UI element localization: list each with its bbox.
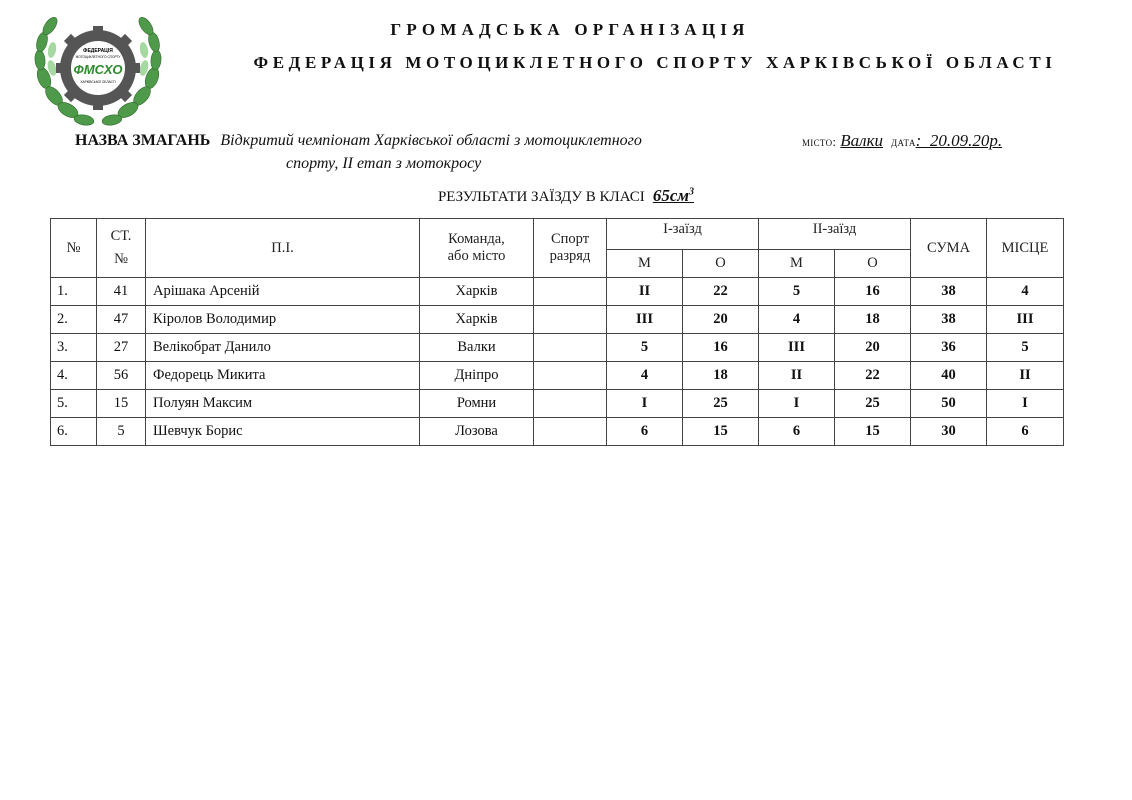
cell-name: Кіролов Володимир	[146, 306, 420, 334]
class-name: 65см	[652, 186, 690, 205]
cell-start: 27	[97, 334, 146, 362]
header-sum: СУМА	[911, 219, 987, 278]
cell-r2-place: II	[759, 362, 835, 390]
cell-rank	[534, 334, 607, 362]
cell-r2-place: 4	[759, 306, 835, 334]
class-value	[653, 186, 694, 205]
cell-no: 5.	[51, 390, 97, 418]
results-table	[50, 218, 1064, 446]
cell-team: Харків	[420, 278, 534, 306]
city-date-row	[802, 131, 1002, 151]
cell-team: Ромни	[420, 390, 534, 418]
cell-rank	[534, 362, 607, 390]
org-title-line2: ФЕДЕРАЦІЯ МОТОЦИКЛЕТНОГО СПОРТУ ХАРКІВСЬКОЇ ОБЛАСТІ	[253, 53, 1057, 72]
results-title: РЕЗУЛЬТАТИ ЗАЇЗДУ В КЛАСІ	[437, 189, 645, 205]
cell-sum: 36	[911, 334, 987, 362]
header-race2-place: М	[759, 250, 835, 278]
header-race1-points: О	[683, 250, 759, 278]
cell-start: 5	[97, 418, 146, 446]
cell-start: 56	[97, 362, 146, 390]
cell-r1-place: III	[607, 306, 683, 334]
table-row	[51, 334, 1064, 362]
cell-place: 4	[987, 278, 1064, 306]
class-superscript: 3	[689, 186, 695, 198]
date-label: дата	[891, 134, 916, 149]
competition-title-line2: спорту, II етап з мотокросу	[286, 155, 482, 172]
header-team-line2: або місто	[447, 248, 506, 264]
cell-r2-points: 22	[835, 362, 911, 390]
results-heading	[0, 186, 1132, 206]
cell-r1-place: 6	[607, 418, 683, 446]
cell-place: III	[987, 306, 1064, 334]
svg-text:ФМСХО: ФМСХО	[73, 62, 123, 77]
cell-rank	[534, 390, 607, 418]
cell-r1-points: 18	[683, 362, 759, 390]
cell-team: Дніпро	[420, 362, 534, 390]
cell-no: 2.	[51, 306, 97, 334]
cell-name: Полуян Максим	[146, 390, 420, 418]
table-row	[51, 390, 1064, 418]
header-start-no-line1: СТ.	[110, 228, 132, 244]
cell-place: II	[987, 362, 1064, 390]
cell-r2-place: III	[759, 334, 835, 362]
cell-r2-place: 6	[759, 418, 835, 446]
cell-sum: 30	[911, 418, 987, 446]
cell-team: Харків	[420, 306, 534, 334]
header-race1-place: М	[607, 250, 683, 278]
cell-r1-place: I	[607, 390, 683, 418]
competition-title-line1: Відкритий чемпіонат Харківської області з мотоциклетного	[220, 132, 642, 149]
svg-text:ХАРКІВСЬКОЇ ОБЛАСТІ: ХАРКІВСЬКОЇ ОБЛАСТІ	[80, 80, 116, 84]
cell-r1-points: 20	[683, 306, 759, 334]
cell-place: 5	[987, 334, 1064, 362]
header-rank-line1: Спорт	[550, 231, 590, 247]
cell-sum: 40	[911, 362, 987, 390]
cell-r2-points: 25	[835, 390, 911, 418]
cell-no: 3.	[51, 334, 97, 362]
federation-logo	[28, 8, 168, 133]
cell-name: Шевчук Борис	[146, 418, 420, 446]
table-row	[51, 278, 1064, 306]
cell-rank	[534, 418, 607, 446]
org-title-line1: ГРОМАДСЬКА ОРГАНІЗАЦІЯ	[390, 20, 750, 39]
cell-rank	[534, 278, 607, 306]
table-row	[51, 306, 1064, 334]
header-start-no	[97, 219, 146, 278]
cell-place: 6	[987, 418, 1064, 446]
cell-team: Лозова	[420, 418, 534, 446]
cell-r2-points: 16	[835, 278, 911, 306]
header-sport-rank	[534, 219, 607, 278]
header-rank-line2: разряд	[549, 248, 591, 264]
svg-text:МОТОЦИКЛЕТНОГО СПОРТУ: МОТОЦИКЛЕТНОГО СПОРТУ	[75, 55, 121, 59]
cell-r1-points: 16	[683, 334, 759, 362]
header-race2-points: О	[835, 250, 911, 278]
date-value: : 20.09.20р.	[915, 131, 1003, 150]
cell-r1-place: 4	[607, 362, 683, 390]
cell-r1-points: 25	[683, 390, 759, 418]
table-row	[51, 418, 1064, 446]
cell-start: 41	[97, 278, 146, 306]
cell-no: 4.	[51, 362, 97, 390]
cell-r1-points: 22	[683, 278, 759, 306]
cell-no: 6.	[51, 418, 97, 446]
cell-r1-points: 15	[683, 418, 759, 446]
cell-r2-place: 5	[759, 278, 835, 306]
header-no: №	[51, 219, 97, 278]
cell-r2-points: 15	[835, 418, 911, 446]
city-value: Валки	[840, 131, 884, 150]
header-start-no-line2: №	[114, 251, 128, 267]
cell-place: I	[987, 390, 1064, 418]
header-race1: І-заїзд	[607, 219, 759, 250]
header-team-line1: Команда,	[448, 231, 505, 247]
header-team	[420, 219, 534, 278]
cell-name: Арішака Арсеній	[146, 278, 420, 306]
cell-start: 15	[97, 390, 146, 418]
cell-sum: 38	[911, 306, 987, 334]
header-race2: ІІ-заїзд	[759, 219, 911, 250]
competition-label: НАЗВА ЗМАГАНЬ	[75, 132, 211, 149]
table-row	[51, 362, 1064, 390]
cell-name: Федорець Микита	[146, 362, 420, 390]
header-name: П.І.	[146, 219, 420, 278]
header-place: МІСЦЕ	[987, 219, 1064, 278]
wreath-gear-emblem-icon	[28, 8, 168, 133]
cell-r2-points: 20	[835, 334, 911, 362]
city-label: місто:	[802, 134, 837, 149]
cell-r1-place: II	[607, 278, 683, 306]
cell-team: Валки	[420, 334, 534, 362]
competition-name-row	[75, 132, 642, 150]
cell-r2-points: 18	[835, 306, 911, 334]
cell-sum: 50	[911, 390, 987, 418]
cell-rank	[534, 306, 607, 334]
cell-r1-place: 5	[607, 334, 683, 362]
cell-name: Велікобрат Данило	[146, 334, 420, 362]
cell-no: 1.	[51, 278, 97, 306]
cell-sum: 38	[911, 278, 987, 306]
cell-start: 47	[97, 306, 146, 334]
svg-text:ФЕДЕРАЦІЯ: ФЕДЕРАЦІЯ	[83, 48, 113, 54]
cell-r2-place: I	[759, 390, 835, 418]
